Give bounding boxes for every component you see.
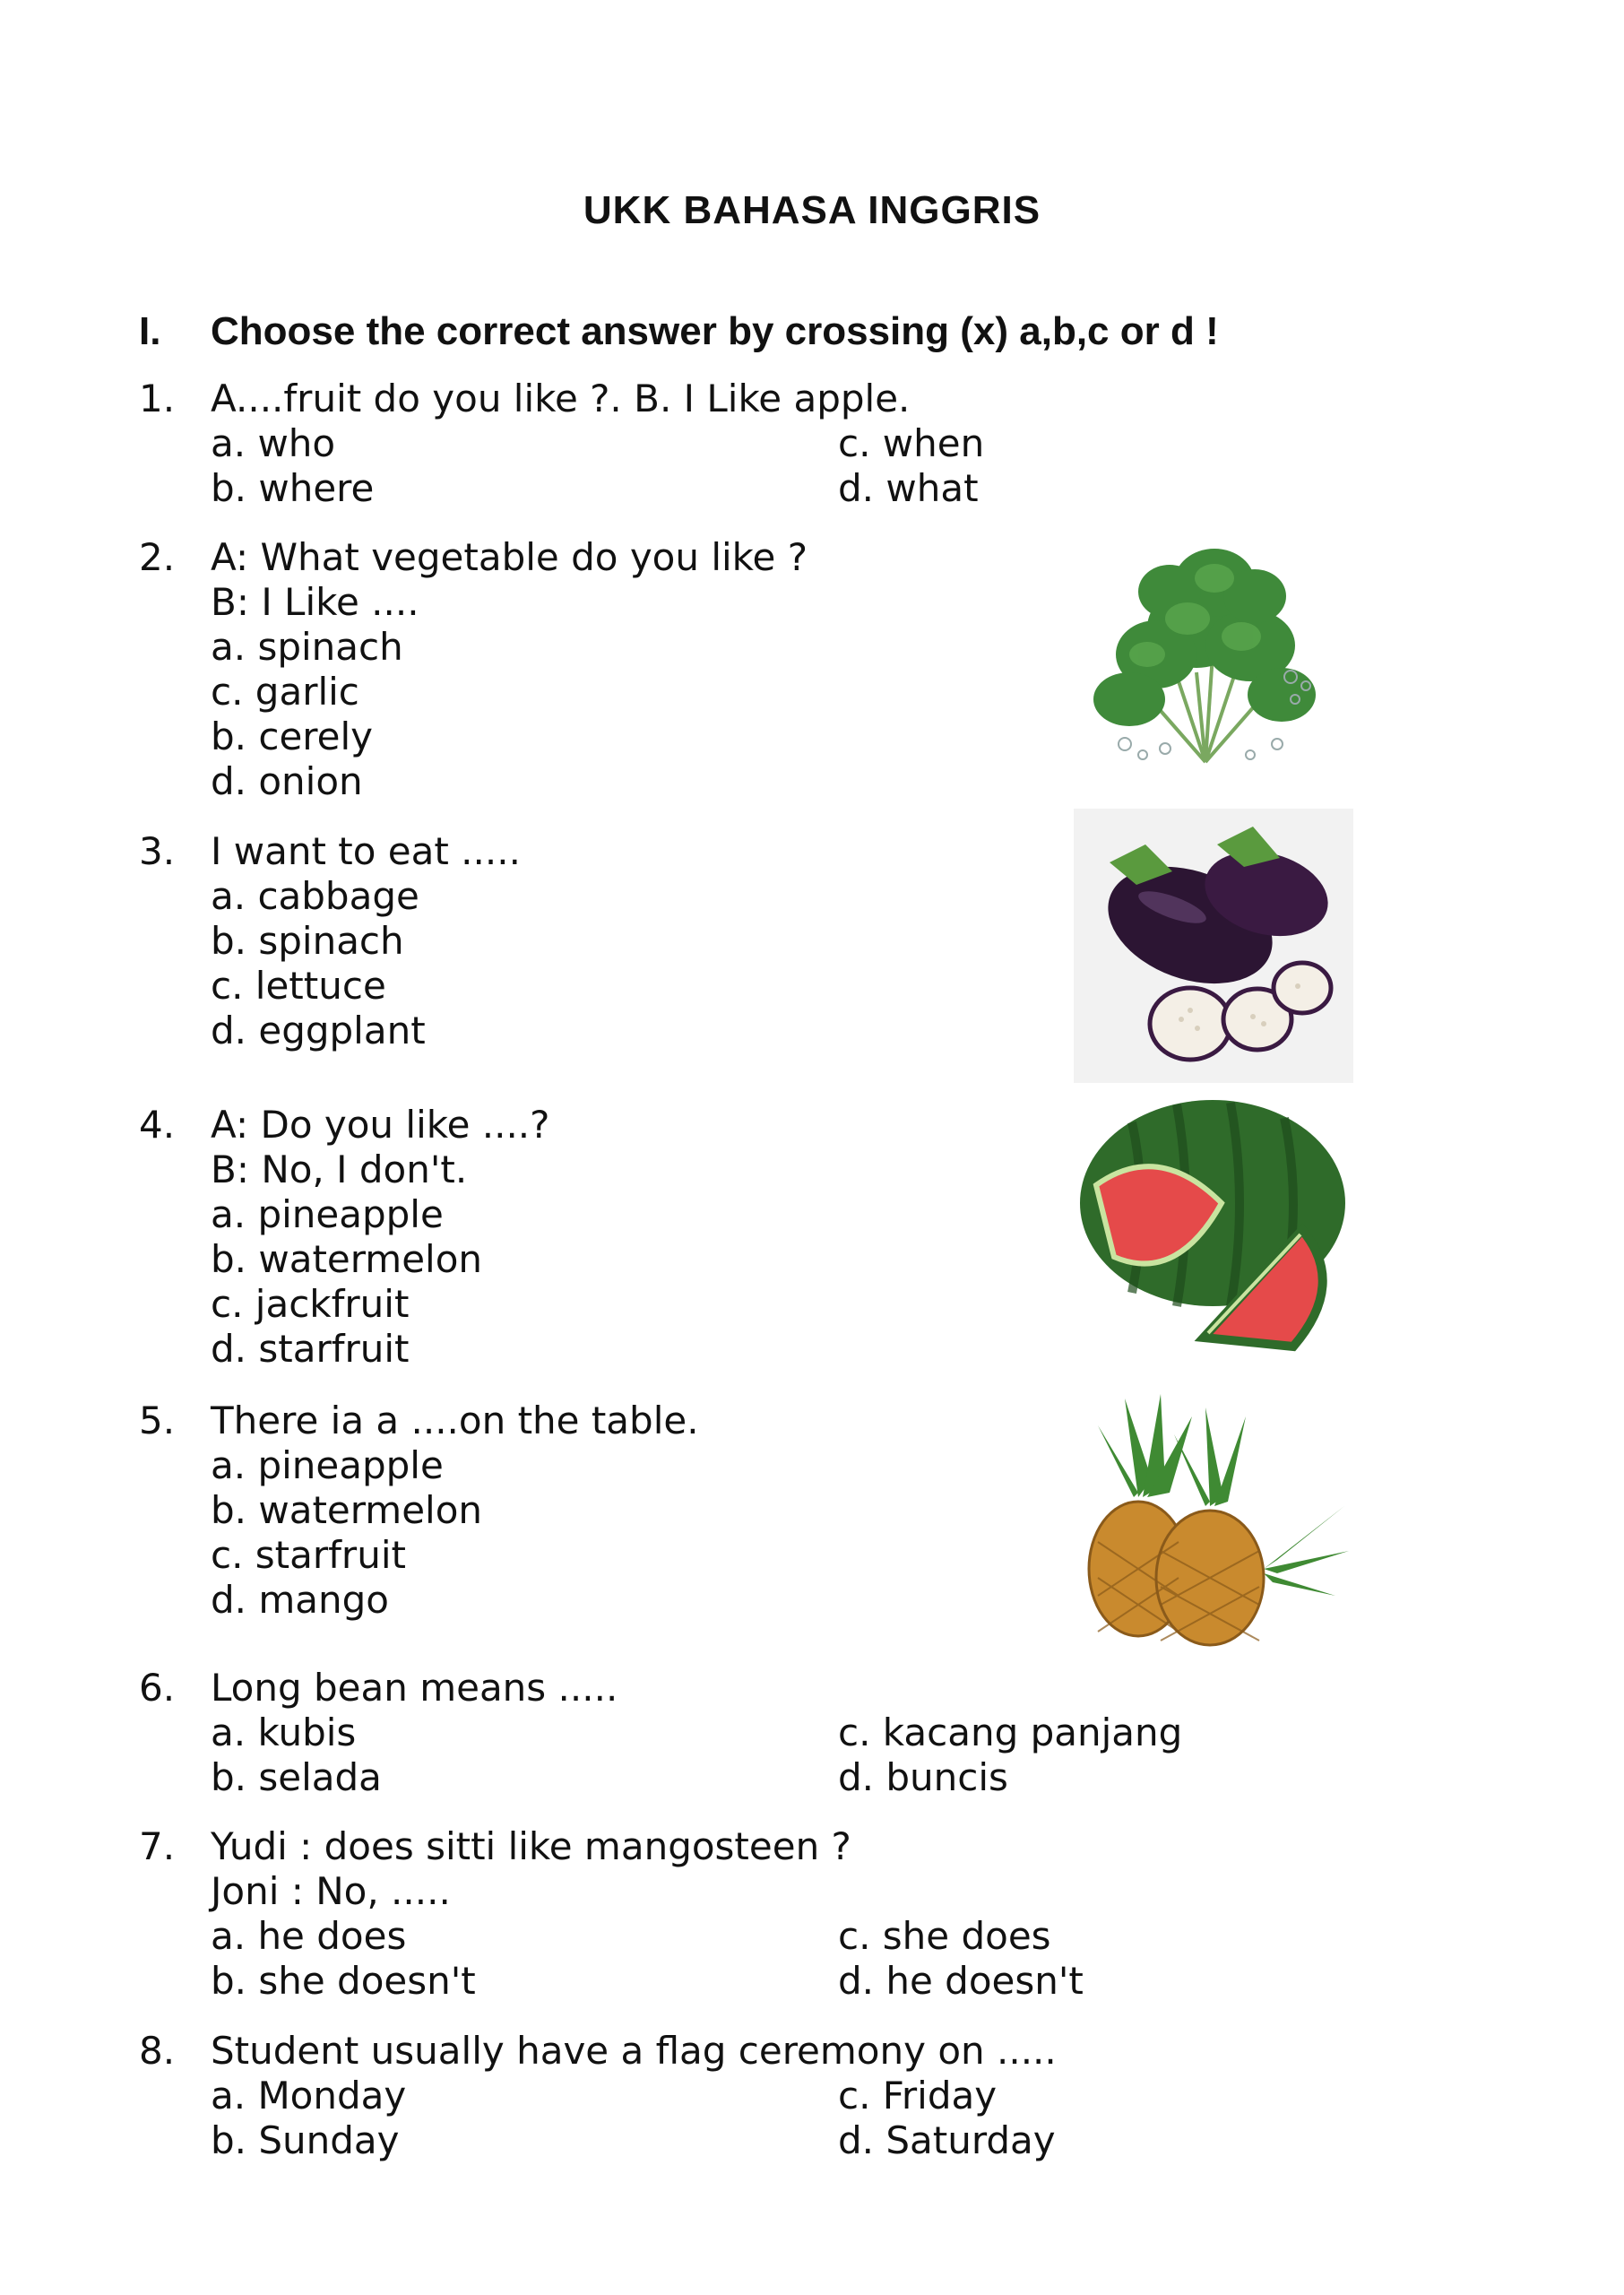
question-text: Yudi : does sitti like mangosteen ? (211, 1824, 851, 1868)
eggplant-image (1074, 809, 1353, 1083)
question-text: A....fruit do you like ?. B. I Like apple. (211, 377, 911, 420)
option-c[interactable]: c. garlic (211, 670, 359, 714)
question-text: B: I Like .... (211, 580, 419, 624)
section-number: I. (139, 309, 161, 353)
option-c[interactable]: c. jackfruit (211, 1282, 410, 1326)
option-b[interactable]: b. cerely (211, 714, 374, 758)
option-d[interactable]: d. mango (211, 1578, 389, 1622)
option-c[interactable]: c. lettuce (211, 964, 386, 1008)
spinach-image (1071, 520, 1340, 789)
option-a[interactable]: a. cabbage (211, 874, 419, 918)
question-number: 8. (139, 2029, 176, 2073)
option-d[interactable]: d. starfruit (211, 1327, 410, 1371)
option-c[interactable]: c. Friday (838, 2074, 998, 2117)
question-number: 2. (139, 535, 176, 579)
option-a[interactable]: a. pineapple (211, 1443, 444, 1487)
page-title: UKK BAHASA INGGRIS (583, 188, 1041, 232)
watermelon-image (1078, 1087, 1352, 1355)
question-text: A: Do you like ....? (211, 1103, 550, 1147)
pineapple-image (1075, 1381, 1352, 1650)
question-number: 5. (139, 1399, 176, 1442)
option-c[interactable]: c. starfruit (211, 1533, 406, 1577)
option-a[interactable]: a. Monday (211, 2074, 407, 2117)
option-b[interactable]: b. selada (211, 1755, 382, 1799)
option-d[interactable]: d. he doesn't (838, 1959, 1084, 2003)
question-text: There ia a ....on the table. (211, 1399, 699, 1442)
option-c[interactable]: c. when (838, 421, 985, 465)
question-text: A: What vegetable do you like ? (211, 535, 808, 579)
option-d[interactable]: d. buncis (838, 1755, 1008, 1799)
option-b[interactable]: b. spinach (211, 919, 404, 963)
option-c[interactable]: c. she does (838, 1914, 1051, 1958)
option-d[interactable]: d. onion (211, 759, 363, 803)
option-b[interactable]: b. where (211, 466, 375, 510)
section-instruction: Choose the correct answer by crossing (x) a,b,c or d ! (211, 309, 1219, 353)
question-text: Joni : No, ..... (211, 1869, 451, 1913)
option-a[interactable]: a. pineapple (211, 1192, 444, 1236)
option-a[interactable]: a. spinach (211, 625, 403, 669)
option-c[interactable]: c. kacang panjang (838, 1710, 1183, 1754)
question-number: 1. (139, 377, 176, 420)
option-a[interactable]: a. he does (211, 1914, 407, 1958)
option-d[interactable]: d. Saturday (838, 2118, 1056, 2162)
option-d[interactable]: d. eggplant (211, 1009, 426, 1052)
option-b[interactable]: b. watermelon (211, 1237, 483, 1281)
option-b[interactable]: b. Sunday (211, 2118, 400, 2162)
question-text: I want to eat ..... (211, 829, 521, 873)
question-number: 3. (139, 829, 176, 873)
question-text: B: No, I don't. (211, 1148, 468, 1191)
question-text: Student usually have a flag ceremony on ..... (211, 2029, 1057, 2073)
option-a[interactable]: a. who (211, 421, 336, 465)
question-number: 6. (139, 1666, 176, 1710)
question-number: 4. (139, 1103, 176, 1147)
question-text: Long bean means ..... (211, 1666, 618, 1710)
option-b[interactable]: b. watermelon (211, 1488, 483, 1532)
option-a[interactable]: a. kubis (211, 1710, 357, 1754)
option-d[interactable]: d. what (838, 466, 979, 510)
question-number: 7. (139, 1824, 176, 1868)
option-b[interactable]: b. she doesn't (211, 1959, 476, 2003)
